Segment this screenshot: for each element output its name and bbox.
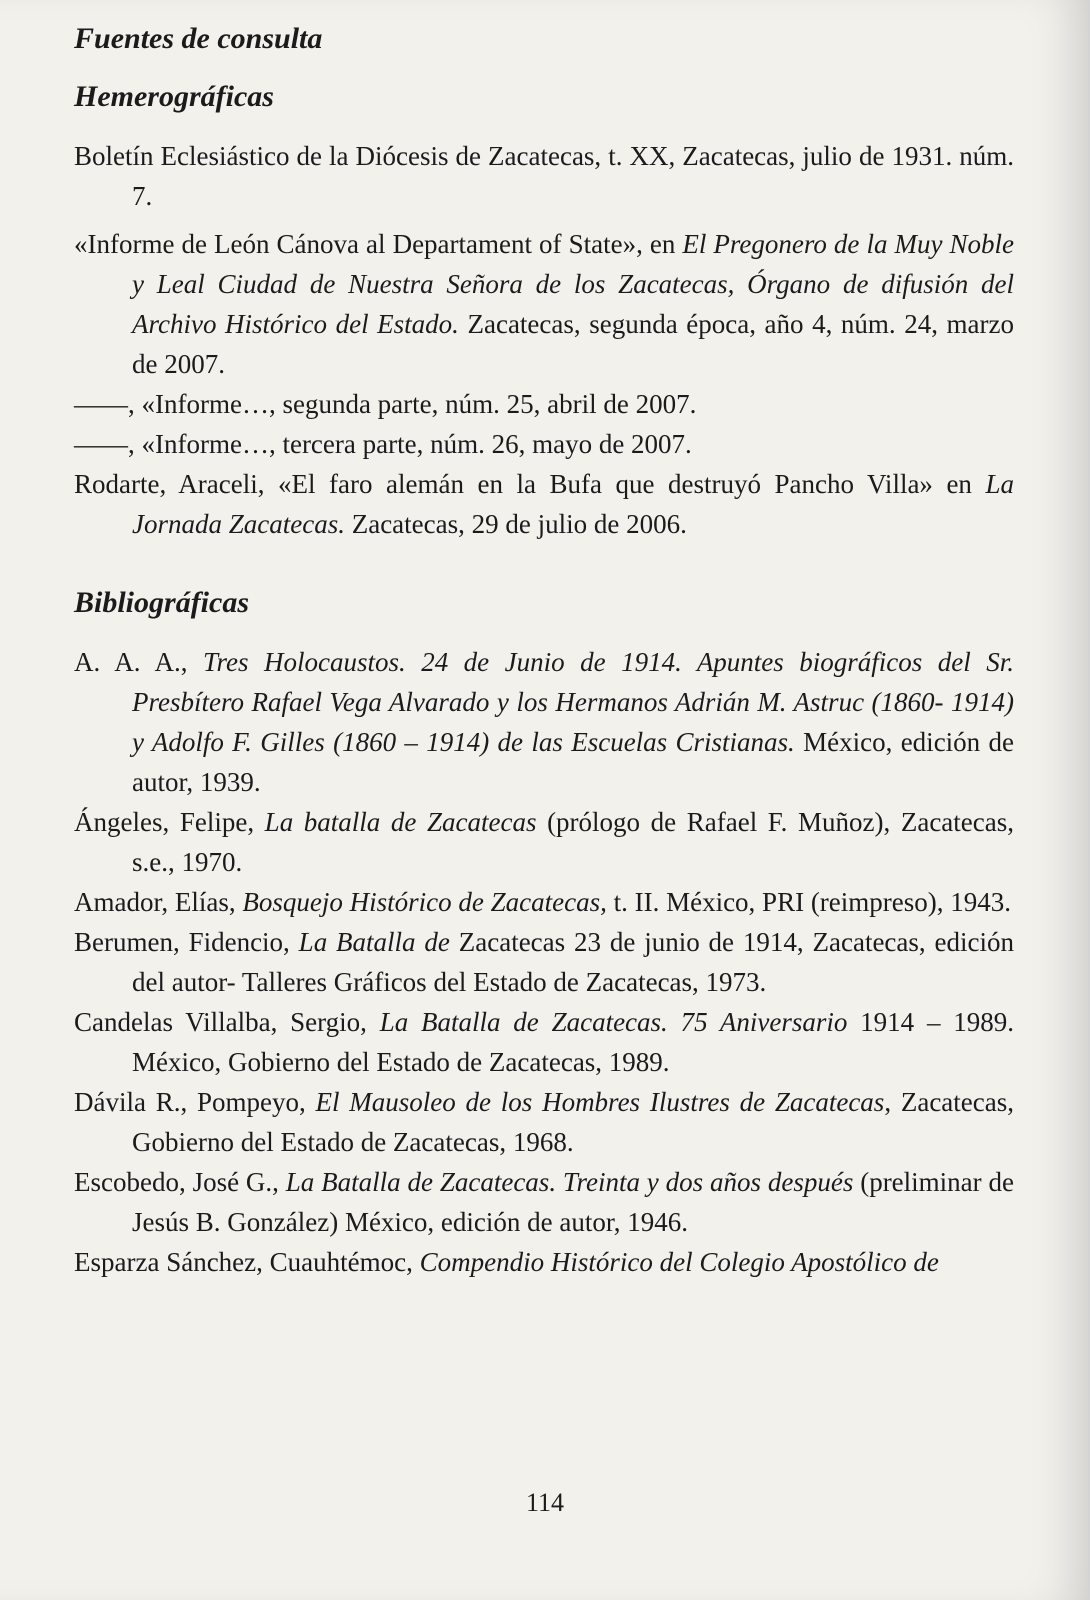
list-item: Rodarte, Araceli, «El faro alemán en la Bufa que destruyó Pancho Villa» en La Jornada Zacatecas. Zacatecas, 29 de julio de 2006. [74,469,1014,539]
list-item: Candelas Villalba, Sergio, La Batalla de Zacatecas. 75 Aniversario 1914 – 1989. México, Gobierno del Estado de Zacatecas, 1989. [74,1007,1014,1077]
bibliograficas-list [74,642,1014,1282]
list-item: Ángeles, Felipe, La batalla de Zacatecas (prólogo de Rafael F. Muñoz), Zacatecas, s.e., 1970. [74,807,1014,877]
section-heading-bibliograficas: Bibliográficas [74,586,250,619]
page-number: 114 [525,1488,565,1517]
list-item: Boletín Eclesiástico de la Diócesis de Zacatecas, t. XX, Zacatecas, julio de 1931. núm. 7. [74,141,1014,211]
list-item: ——, «Informe…, tercera parte, núm. 26, mayo de 2007. [74,429,692,459]
list-item: Berumen, Fidencio, La Batalla de Zacatecas 23 de junio de 1914, Zacatecas, edición del autor- Talleres Gráficos del Estado de Zacatecas, 1973. [74,927,1014,997]
section-heading-hemerograficas: Hemerográficas [74,80,274,113]
list-item: Escobedo, José G., La Batalla de Zacatecas. Treinta y dos años después (preliminar de Jesús B. González) México, edición de autor, 1946. [74,1167,1014,1237]
list-item: ——, «Informe…, segunda parte, núm. 25, abril de 2007. [74,389,697,419]
bibliography-content [74,18,1014,1282]
list-item: Amador, Elías, Bosquejo Histórico de Zacatecas, t. II. México, PRI (reimpreso), 1943. [74,887,1012,917]
hemerograficas-list [74,136,1014,544]
section-heading-fuentes: Fuentes de consulta [74,22,323,55]
list-item: Esparza Sánchez, Cuauhtémoc, Compendio Histórico del Colegio Apostólico de [74,1247,939,1277]
list-item: A. A. A., Tres Holocaustos. 24 de Junio de 1914. Apuntes biográficos del Sr. Presbítero Rafael Vega Alvarado y los Hermanos Adrián M. Astruc (1860- 1914) y Adolfo F. Gilles (1860 – 1914) de las Escuelas Cristianas. México, edición de autor, 1939. [74,647,1014,797]
list-item: Dávila R., Pompeyo, El Mausoleo de los Hombres Ilustres de Zacatecas, Zacatecas, Gobierno del Estado de Zacatecas, 1968. [74,1087,1014,1157]
list-item: «Informe de León Cánova al Departament of State», en El Pregonero de la Muy Noble y Leal Ciudad de Nuestra Señora de los Zacatecas, Órgano de difusión del Archivo Histórico del Estado. Zacatecas, segunda época, año 4, núm. 24, marzo de 2007. [74,229,1014,379]
